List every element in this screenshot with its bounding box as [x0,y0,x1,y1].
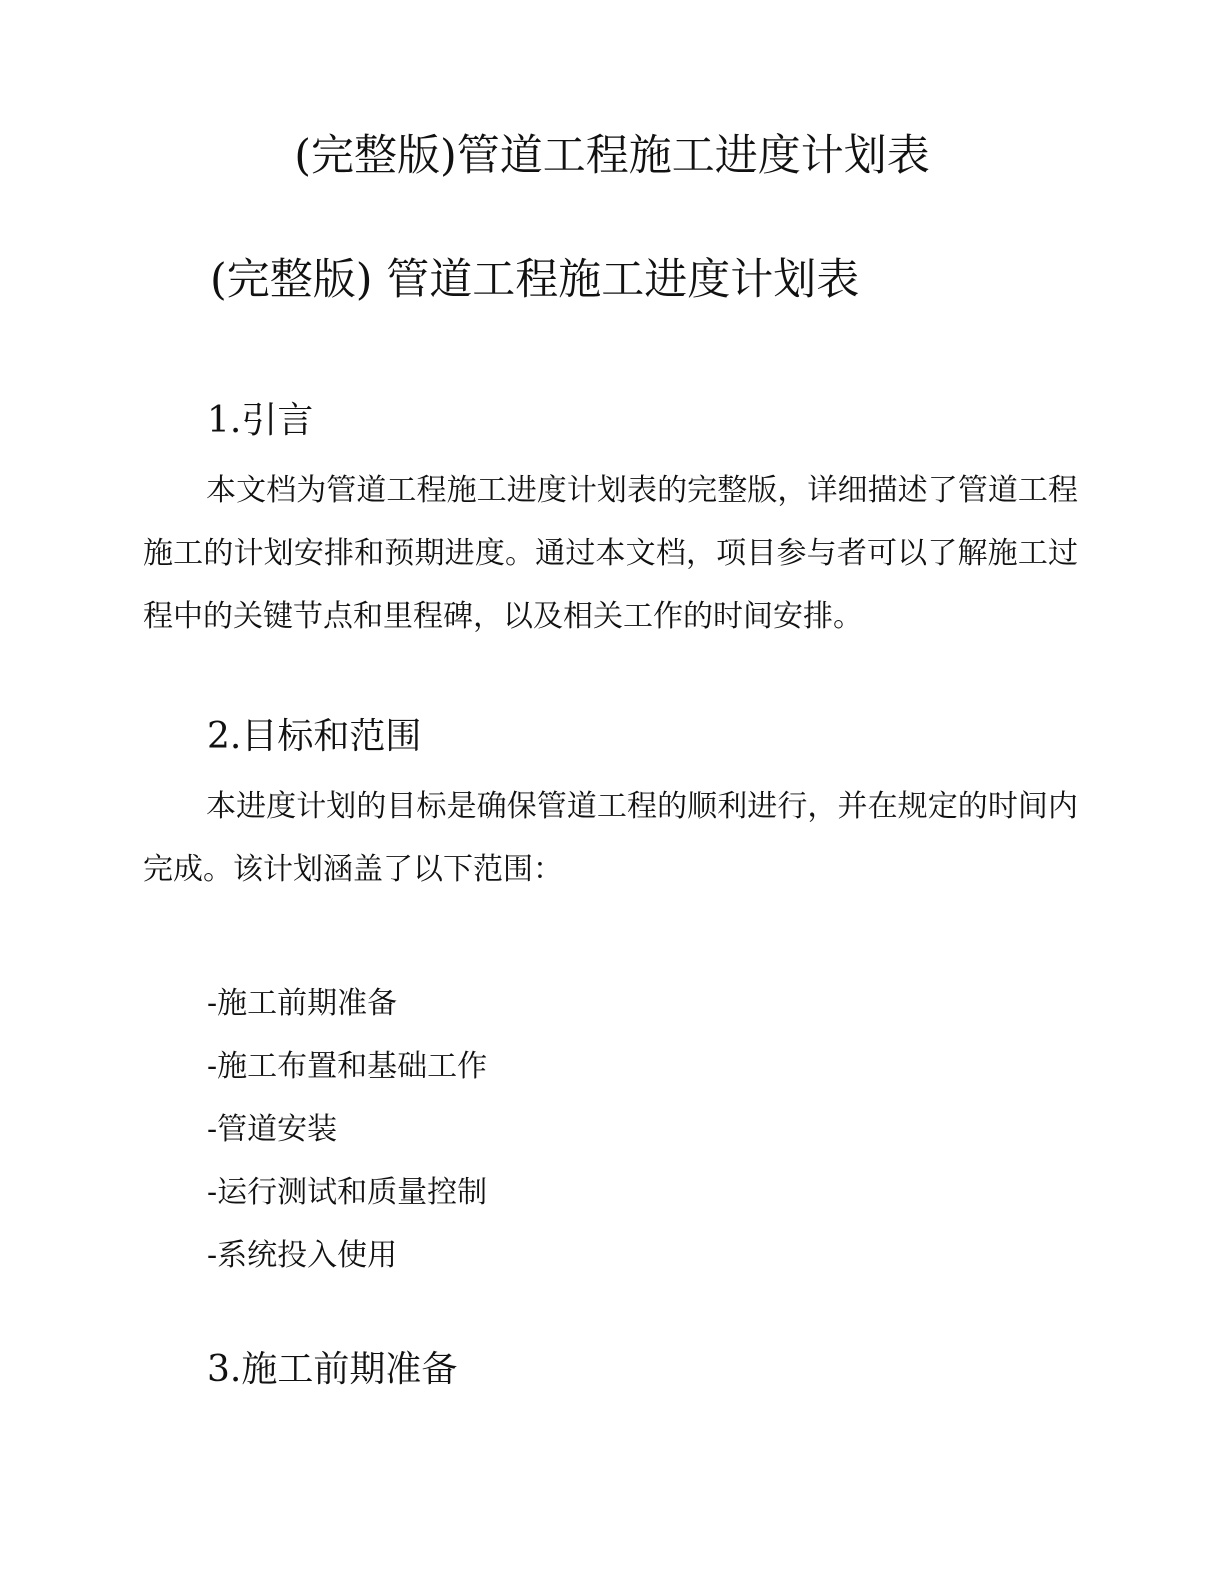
document-title: (完整版) 管道工程施工进度计划表 [210,255,860,305]
scope-item-preparation: -施工前期准备 [207,986,398,1021]
scope-item-pipe-installation: -管道安装 [207,1112,338,1147]
introduction-paragraph: 本文档为管道工程施工进度计划表的完整版，详细描述了管道工程施工的计划安排和预期进度。通过本文档，项目参与者可以了解施工过程中的关键节点和里程碑，以及相关工作的时间安排。 [143,473,1078,634]
scope-item-testing-quality: -运行测试和质量控制 [207,1175,488,1210]
scope-item-layout-foundation: -施工布置和基础工作 [207,1049,488,1084]
page-title: (完整版)管道工程施工进度计划表 [294,131,930,181]
scope-list [207,972,487,1287]
scope-item-system-commissioning: -系统投入使用 [207,1238,398,1273]
section-heading-preparation: 3.施工前期准备 [207,1349,458,1390]
goals-scope-paragraph: 本进度计划的目标是确保管道工程的顺利进行，并在规定的时间内完成。该计划涵盖了以下范围： [143,789,1078,887]
section-heading-goals-scope: 2.目标和范围 [207,716,422,757]
section-heading-introduction: 1.引言 [207,400,314,441]
